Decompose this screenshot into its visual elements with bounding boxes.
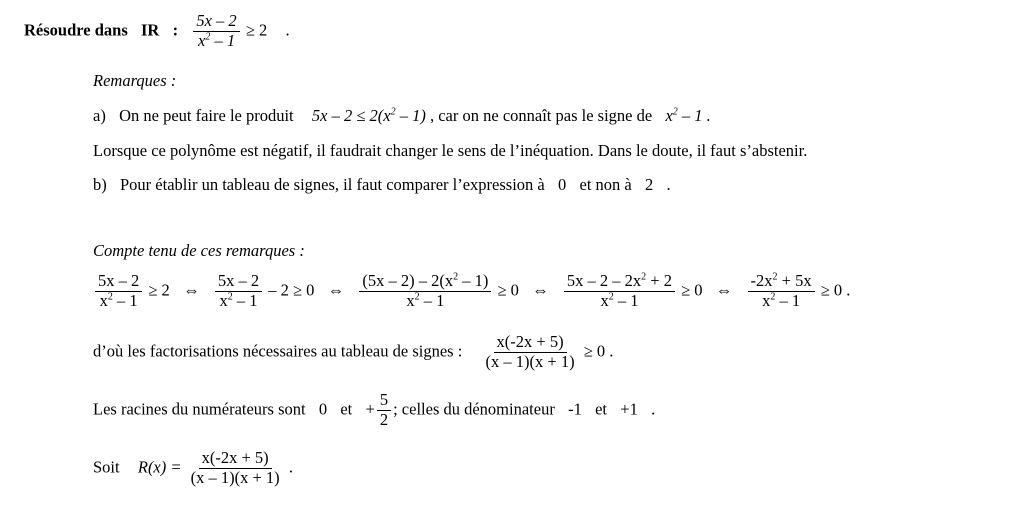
remark-a-text1: On ne peut faire le produit (119, 106, 294, 125)
iff-symbol: ⇔ (532, 280, 549, 300)
soit-end: . (288, 457, 293, 477)
remark-a-expression: $5x - 2 \le 2(x^2 - 1)$ (311, 106, 426, 125)
remark-b-two: 2 (644, 175, 654, 194)
chain-minus2: – 2 ≥ 0 (268, 280, 315, 300)
remark-a-sign-expression: $x^2 - 1$ . (665, 106, 711, 125)
chain-end: ≥ 0 . (820, 280, 851, 300)
remark-a-text2: , car on ne connaît pas le signe de (429, 106, 653, 125)
iff-symbol: ⇔ (327, 280, 345, 300)
problem-title: Résoudre dans (24, 20, 128, 40)
equivalence-chain (93, 272, 850, 311)
soit-label: Soit (93, 457, 120, 477)
compte-heading: Compte tenu de ces remarques : (93, 241, 305, 260)
remark-b-text2: et non à (579, 175, 632, 194)
roots-plus: + (365, 399, 375, 419)
soit-line (93, 449, 293, 488)
remark-a (93, 106, 711, 126)
chain-fraction-4: $\frac{5x - 2 - 2x^2 + 2}{x^2 - 1}$ (564, 272, 675, 311)
roots-line (93, 391, 655, 430)
problem-statement (24, 12, 290, 51)
soit-rx: R(x) = (137, 457, 182, 477)
roots-five-halves: $\frac{5}{2}$ (377, 391, 391, 430)
problem-rhs: ≥ 2 (245, 20, 268, 40)
problem-colon: : (172, 20, 179, 40)
remark-a-label: a) (93, 106, 106, 125)
chain-fraction-3: $\frac{(5x - 2) - 2(x^2 - 1)}{x^2 - 1}$ (359, 272, 491, 311)
roots-text2: ; celles du dénominateur (393, 399, 555, 419)
chain-fraction-2: $\frac{5x - 2}{x^2 - 1}$ (215, 272, 262, 311)
remark-b-label: b) (93, 175, 107, 194)
remark-b (93, 175, 671, 195)
factor-text: d’où les factorisations nécessaires au tableau de signes : (93, 341, 463, 361)
remark-b-text1: Pour établir un tableau de signes, il faut comparer l’expression à (120, 175, 545, 194)
factor-end: ≥ 0 . (583, 341, 614, 361)
remark-b-zero: 0 (558, 175, 567, 194)
roots-zero: 0 (318, 399, 328, 419)
chain-fraction-1: $\frac{5x - 2}{x^2 - 1}$ (95, 272, 142, 311)
problem-fraction (193, 12, 239, 51)
problem-end: . (285, 20, 290, 40)
remarks-heading: Remarques : (93, 71, 177, 90)
roots-end: . (651, 399, 656, 419)
iff-symbol: ⇔ (715, 280, 733, 300)
problem-denominator: $x^2 - 1$ (197, 30, 236, 50)
remark-a-continuation: Lorsque ce polynôme est négatif, il faudrait changer le sens de l’inéquation. Dans le doute, il faut s’abstenir. (93, 141, 808, 160)
chain-ge2: ≥ 2 (148, 280, 170, 300)
chain-ge0: ≥ 0 (497, 280, 519, 300)
real-numbers-symbol: IR (141, 20, 160, 40)
roots-et: et (340, 399, 353, 419)
problem-numerator: 5x – 2 (193, 12, 239, 32)
soit-fraction: $\frac{x(-2x + 5)}{(x - 1)(x + 1)}$ (190, 448, 280, 487)
roots-et2: et (595, 399, 608, 419)
factorisation-line (93, 333, 613, 372)
factor-fraction: $\frac{x(-2x + 5)}{(x - 1)(x + 1)}$ (485, 332, 575, 371)
chain-fraction-5: $\frac{-2x^2 + 5x}{x^2 - 1}$ (748, 272, 815, 311)
roots-minus-one: -1 (568, 399, 582, 419)
remark-b-end: . (666, 175, 671, 194)
roots-text1: Les racines du numérateurs sont (93, 399, 306, 419)
roots-plus-one: +1 (620, 399, 638, 419)
iff-symbol: ⇔ (183, 280, 200, 300)
chain-ge0: ≥ 0 (681, 280, 703, 300)
